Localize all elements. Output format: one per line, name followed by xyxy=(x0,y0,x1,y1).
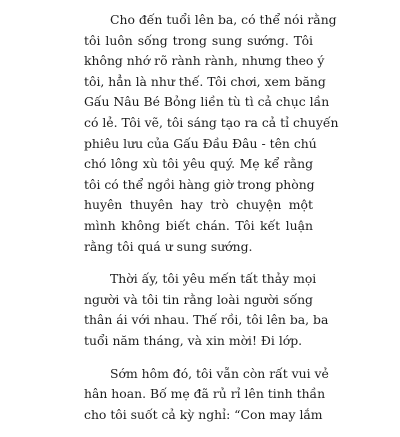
text-line: phiêu lưu của Gấu Đầu Đâu - tên chú xyxy=(84,135,317,151)
text-line: chó lông xù tôi yêu quý. Mẹ kể rằng xyxy=(84,156,313,172)
text-line: người và tôi tin rằng loài người sống xyxy=(84,291,313,307)
text-column xyxy=(84,10,339,437)
text-line: Thời ấy, tôi yêu mến tất thảy mọi xyxy=(110,271,317,287)
text-line: mình không biết chán. Tôi kết luận xyxy=(84,217,313,233)
text-line: thân ái với nhau. Thế rồi, tôi lên ba, ba xyxy=(84,312,329,328)
text-line: có lẻ. Tôi vẽ, tôi sáng tạo ra cả tỉ chuyến xyxy=(84,114,339,130)
paragraph-3 xyxy=(84,364,329,426)
text-line: hân hoan. Bố mẹ đã rủ rỉ lên tinh thần xyxy=(84,386,326,402)
text-line: cho tôi suốt cả kỳ nghỉ: “Con may lắm xyxy=(84,406,323,422)
text-line: tôi có thể ngồi hàng giờ trong phòng xyxy=(84,176,315,192)
text-line: Gấu Nâu Bé Bỏng liền tù tì cả chục lần xyxy=(84,94,330,110)
text-line: huyên thuyên hay trò chuyện một xyxy=(84,197,313,213)
text-line: tôi luôn sống trong sung sướng. Tôi xyxy=(84,32,313,48)
text-line: tôi, hẳn là như thế. Tôi chơi, xem băng xyxy=(84,73,326,89)
text-line: tuổi năm tháng, và xin mời! Đi lớp. xyxy=(84,332,303,348)
text-line: rằng tôi quá ư sung sướng. xyxy=(84,238,253,254)
text-line: Sớm hôm đó, tôi vẫn còn rất vui vẻ xyxy=(110,365,329,381)
text-line: Cho đến tuổi lên ba, có thể nói rằng xyxy=(110,12,337,27)
paragraph-2 xyxy=(84,269,329,351)
text-line: không nhớ rõ rành rành, nhưng theo ý xyxy=(84,53,325,69)
paragraph-1 xyxy=(84,10,339,257)
